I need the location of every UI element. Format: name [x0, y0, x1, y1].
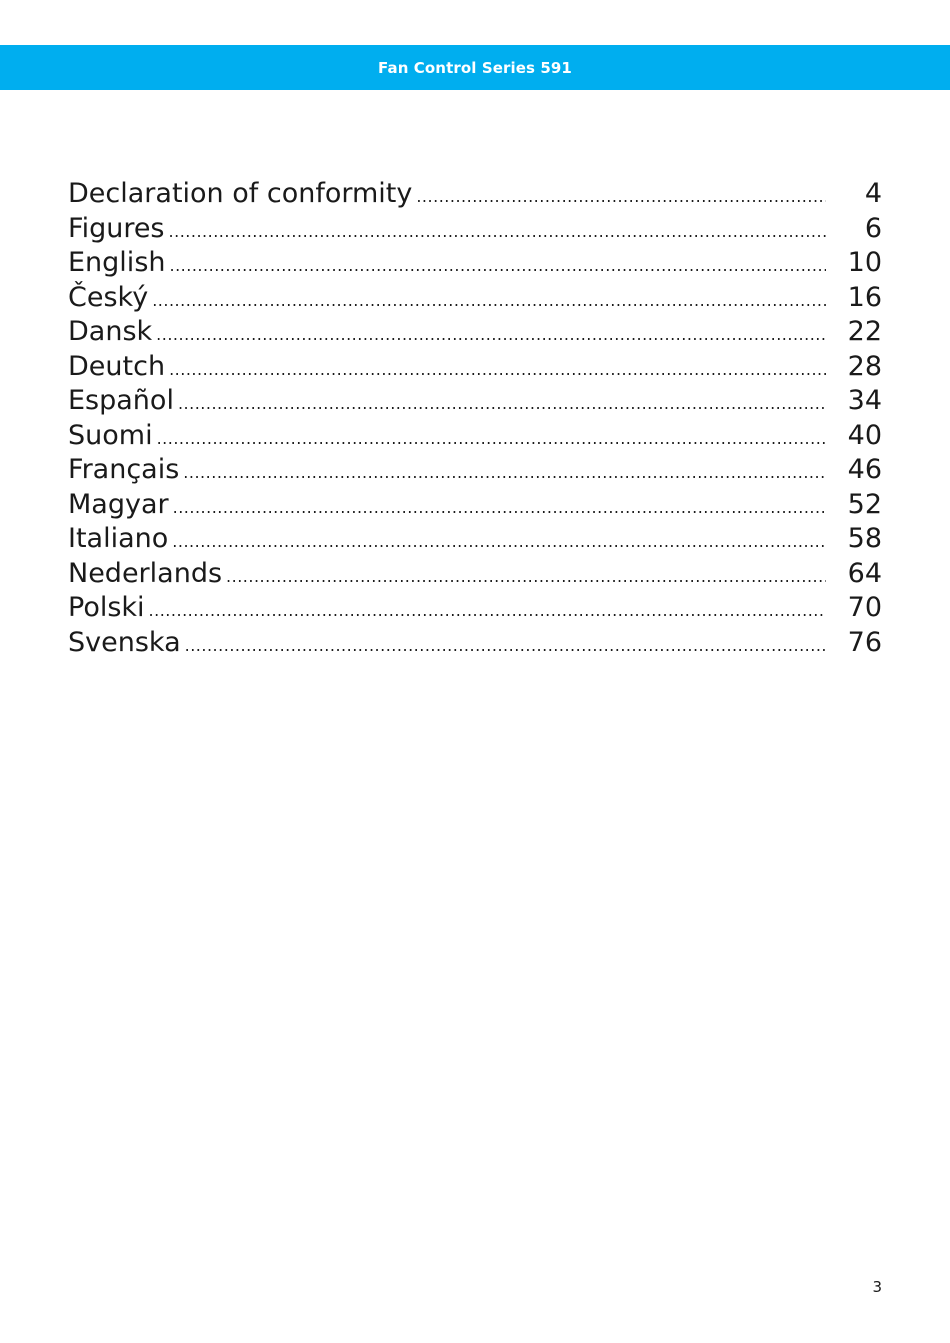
dot-leader — [149, 594, 826, 629]
toc-entry-label: Italiano — [68, 523, 169, 554]
toc-entry[interactable] — [68, 453, 882, 488]
toc-entry[interactable] — [68, 212, 882, 247]
toc-entry[interactable] — [68, 384, 882, 419]
toc-entry[interactable] — [68, 419, 882, 454]
dot-leader — [185, 629, 826, 664]
toc-entry-label: Polski — [68, 592, 145, 623]
table-of-contents — [68, 177, 882, 660]
toc-entry-page: 6 — [864, 212, 882, 244]
toc-entry-label: Español — [68, 385, 174, 416]
document-title: Fan Control Series 591 — [378, 58, 572, 77]
toc-entry[interactable] — [68, 350, 882, 385]
dot-leader — [172, 525, 826, 560]
toc-entry-label: Magyar — [68, 488, 169, 520]
toc-entry[interactable] — [68, 522, 882, 557]
toc-entry-page: 34 — [847, 385, 882, 416]
dot-leader — [169, 215, 826, 250]
toc-entry-page: 16 — [847, 281, 882, 313]
toc-entry-label: Declaration of conformity — [68, 178, 413, 209]
toc-entry-page: 70 — [847, 592, 882, 623]
dot-leader — [226, 560, 826, 595]
dot-leader — [169, 353, 826, 388]
dot-leader — [183, 456, 826, 491]
header-bar — [0, 45, 950, 90]
toc-entry-label: Suomi — [68, 419, 153, 451]
toc-entry-page: 28 — [847, 350, 882, 382]
dot-leader — [173, 491, 826, 526]
dot-leader — [416, 180, 826, 215]
toc-entry-label: Svenska — [68, 626, 181, 658]
toc-entry-page: 10 — [847, 247, 882, 278]
toc-entry-page: 58 — [847, 523, 882, 554]
toc-entry-page: 76 — [847, 626, 882, 658]
toc-entry[interactable] — [68, 246, 882, 281]
toc-entry-label: Figures — [68, 212, 165, 244]
toc-entry-label: Nederlands — [68, 557, 223, 589]
toc-entry[interactable] — [68, 281, 882, 316]
toc-entry-label: English — [68, 247, 166, 278]
toc-entry-page: 52 — [847, 488, 882, 520]
dot-leader — [157, 422, 826, 457]
toc-entry[interactable] — [68, 626, 882, 661]
dot-leader — [170, 249, 827, 284]
toc-entry[interactable] — [68, 177, 882, 212]
toc-entry[interactable] — [68, 591, 882, 626]
toc-entry-page: 4 — [864, 178, 882, 209]
toc-entry-label: Český — [68, 281, 149, 313]
toc-entry-label: Dansk — [68, 316, 153, 347]
dot-leader — [178, 387, 826, 422]
toc-entry-page: 46 — [847, 454, 882, 485]
toc-entry-page: 22 — [847, 316, 882, 347]
toc-entry-label: Français — [68, 454, 180, 485]
toc-entry-page: 64 — [847, 557, 882, 589]
toc-entry[interactable] — [68, 315, 882, 350]
dot-leader — [156, 318, 826, 353]
page-number: 3 — [872, 1278, 882, 1296]
toc-entry-page: 40 — [847, 419, 882, 451]
toc-entry[interactable] — [68, 557, 882, 592]
toc-entry-label: Deutch — [68, 350, 166, 382]
toc-entry[interactable] — [68, 488, 882, 523]
dot-leader — [152, 284, 826, 319]
